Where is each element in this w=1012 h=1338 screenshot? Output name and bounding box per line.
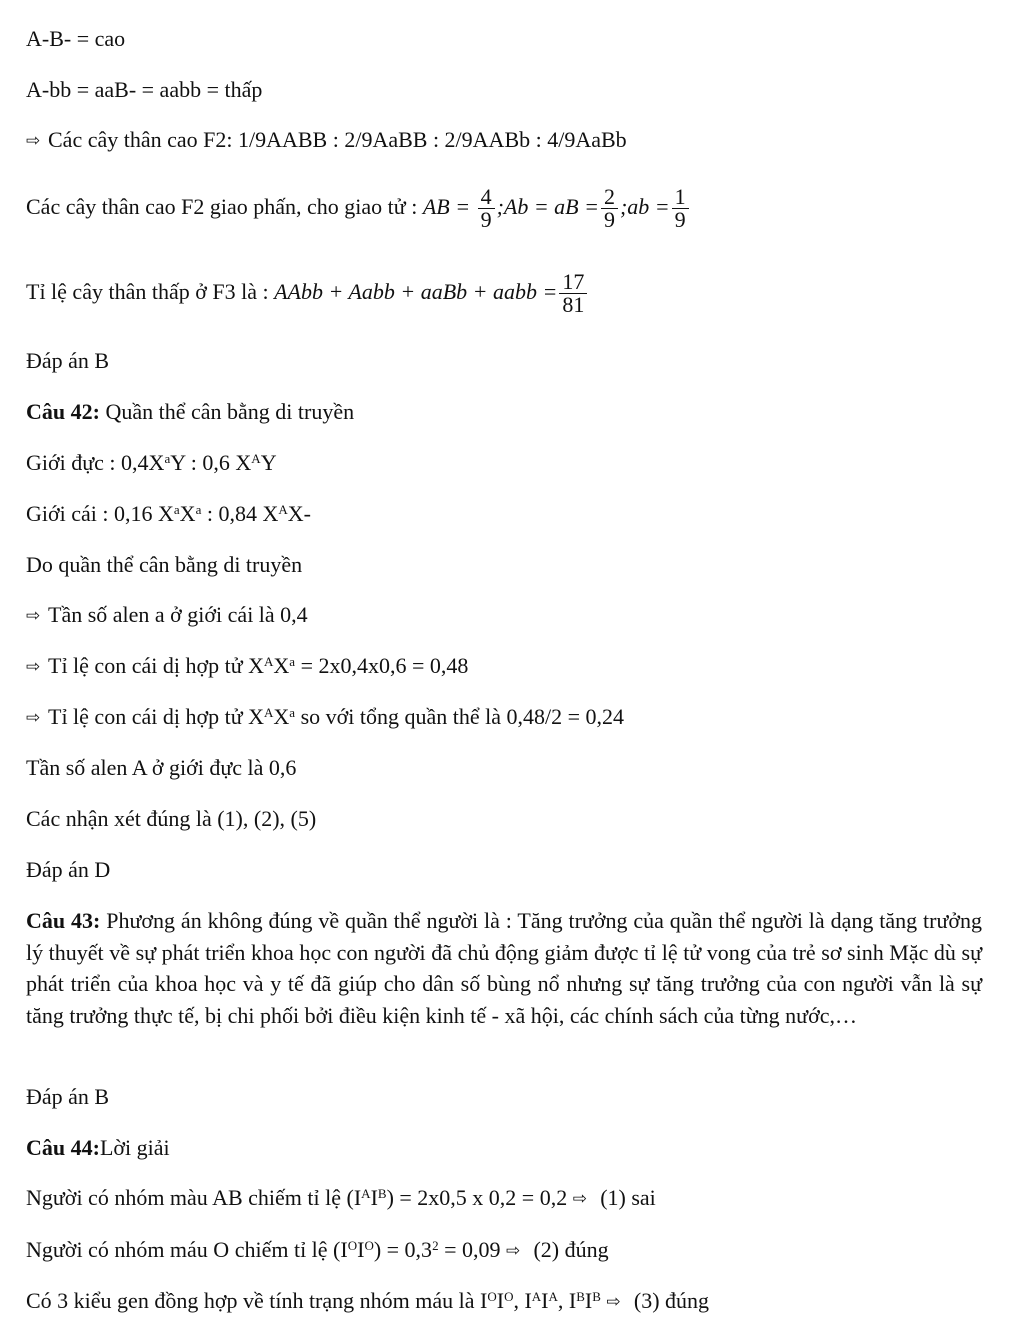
text-line: A-B- = cao xyxy=(26,26,126,51)
text-line: A-bb = aaB- = aabb = thấp xyxy=(26,77,263,102)
question-heading: Câu 44:Lời giải xyxy=(26,1135,170,1160)
text-line: Giới đực : $0,4X^aY$ : 0,6 $X^AY$ xyxy=(26,450,277,475)
question-heading: Câu 42: Quần thể cân bằng di truyền xyxy=(26,399,355,424)
text-line: ⇨ Tỉ lệ con cái dị hợp tử $X^AX^a$ so với tổng quần thể là 0,48/2 = 0,24 xyxy=(26,704,625,729)
text-line: Có 3 kiểu gen đồng hợp về tính trạng nhóm máu là $I^OI^O$, $I^AI^A$, $I^BI^B$ ⇨ (3) đúng xyxy=(26,1288,710,1313)
text-line: Tần số alen A ở giới đực là 0,6 xyxy=(26,755,297,780)
question-paragraph: Câu 43: Phương án không đúng về quần thể người là : Tăng trưởng của quần thể người là dạng tăng trưởng lý thuyết về sự phát triển khoa học con người đã chủ động giảm được tỉ lệ tử vong của trẻ sơ sinh Mặc dù sự phát triển của khoa học và y tế đã giúp cho dân số bùng nổ nhưng sự tăng trưởng của con người vẫn là sự tăng trưởng thực tế, bị chi phối bởi điều kiện kinh tế - xã hội, các chính sách của từng nước,… xyxy=(26,908,982,1028)
right-arrow-icon: ⇨ xyxy=(26,708,41,728)
right-arrow-icon: ⇨ xyxy=(505,1241,521,1261)
text-line: ⇨ Tỉ lệ con cái dị hợp tử $X^AX^a = 2x0,4x0,6 = 0,48$ xyxy=(26,653,469,678)
text-line: ⇨ Các cây thân cao F2: 1/9AABB : 2/9AaBB : 2/9AABb : 4/9AaBb xyxy=(26,127,627,152)
text-line: Người có nhóm máu O chiếm tỉ lệ $(I^OI^O) = 0,3^2 = 0,09$ ⇨ (2) đúng xyxy=(26,1237,609,1262)
text-line-formula: Tỉ lệ cây thân thấp ở F3 là : AAbb + Aabb + aaBb + aabb = $\frac{17}{81}$ xyxy=(26,265,589,319)
right-arrow-icon: ⇨ xyxy=(26,606,41,626)
answer-line: Đáp án B xyxy=(26,348,110,373)
text-line: Các nhận xét đúng là (1), (2), (5) xyxy=(26,806,317,831)
text-line: Người có nhóm màu AB chiếm tỉ lệ $(I^AI^B) = 2x0,5$ x 0,2 = 0,2 ⇨ (1) sai xyxy=(26,1185,656,1210)
right-arrow-icon: ⇨ xyxy=(26,131,41,151)
text-line-formula: Các cây thân cao F2 giao phấn, cho giao tử : AB = $\frac{4}{9}$ ;Ab = aB = $\frac{2}{9}$ ;ab = $\frac{1}{9}$ xyxy=(26,180,691,234)
text-line: Giới cái : 0,16 $X^aX^a$ : 0,84 $X^AX-$ xyxy=(26,501,311,526)
right-arrow-icon: ⇨ xyxy=(572,1189,587,1209)
text-line: Do quần thể cân bằng di truyền xyxy=(26,552,303,577)
answer-line: Đáp án D xyxy=(26,857,111,882)
right-arrow-icon: ⇨ xyxy=(606,1292,621,1312)
right-arrow-icon: ⇨ xyxy=(26,657,41,677)
answer-line: Đáp án B xyxy=(26,1084,110,1109)
text-line: ⇨ Tần số alen a ở giới cái là 0,4 xyxy=(26,602,308,627)
